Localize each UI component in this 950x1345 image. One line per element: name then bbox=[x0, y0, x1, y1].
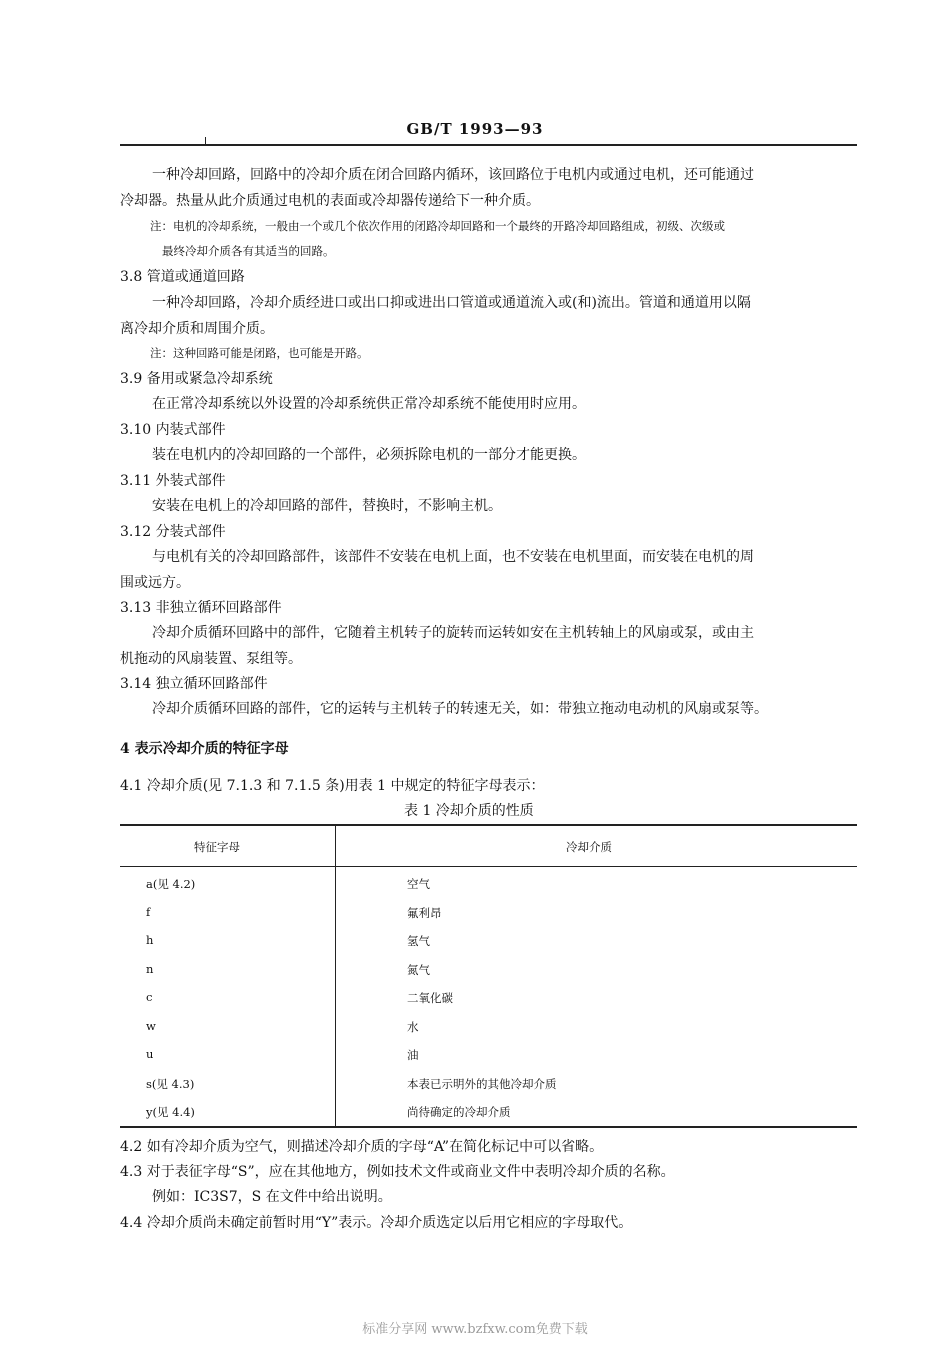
table-bottom-rule bbox=[120, 1126, 857, 1128]
paragraph-line: 围或远方。 bbox=[120, 575, 190, 591]
page-header: GB/T 1993—93 bbox=[406, 120, 544, 138]
table-column-rule bbox=[335, 825, 336, 1127]
section-3-10-title: 3.10 内装式部件 bbox=[120, 422, 226, 438]
table-header-rule bbox=[120, 866, 857, 867]
table-top-rule bbox=[120, 824, 857, 826]
section-4-4: 4.4 冷却介质尚未确定前暂时用“Y”表示。冷却介质选定以后用它相应的字母取代。 bbox=[120, 1215, 633, 1231]
table-cell-medium: 氟利昂 bbox=[407, 906, 442, 920]
header-tick bbox=[205, 137, 206, 145]
table-cell-letter: s(见 4.3) bbox=[146, 1077, 195, 1091]
paragraph-line: 在正常冷却系统以外设置的冷却系统供正常冷却系统不能使用时应用。 bbox=[152, 396, 586, 412]
paragraph-line: 冷却介质循环回路的部件，它的运转与主机转子的转速无关，如：带独立拖动电动机的风扇或泵等。 bbox=[152, 701, 768, 717]
table-cell-letter: n bbox=[146, 962, 154, 976]
table-cell-letter: w bbox=[146, 1019, 156, 1033]
table-cell-medium: 氮气 bbox=[407, 963, 430, 977]
table-cell-medium: 氢气 bbox=[407, 934, 430, 948]
table-cell-letter: c bbox=[146, 990, 153, 1004]
table-caption: 表 1 冷却介质的性质 bbox=[404, 803, 534, 819]
note-line: 注：电机的冷却系统，一般由一个或几个依次作用的闭路冷却回路和一个最终的开路冷却回路组成，初级、次级或 bbox=[150, 219, 725, 233]
section-3-11-title: 3.11 外装式部件 bbox=[120, 473, 226, 489]
section-3-12-title: 3.12 分装式部件 bbox=[120, 524, 226, 540]
table-cell-letter: f bbox=[146, 905, 151, 919]
paragraph-line: 离冷却介质和周围介质。 bbox=[120, 321, 274, 337]
table-cell-medium: 尚待确定的冷却介质 bbox=[407, 1105, 511, 1119]
table-header-cell: 特征字母 bbox=[194, 840, 240, 854]
table-cell-medium: 油 bbox=[407, 1048, 419, 1062]
paragraph-line: 一种冷却回路，冷却介质经进口或出口抑或进出口管道或通道流入或(和)流出。管道和通道用以隔 bbox=[152, 295, 751, 311]
paragraph-line: 安装在电机上的冷却回路的部件，替换时，不影响主机。 bbox=[152, 498, 502, 514]
table-cell-medium: 水 bbox=[407, 1020, 419, 1034]
note-line: 注：这种回路可能是闭路，也可能是开路。 bbox=[150, 346, 369, 360]
section-4-1: 4.1 冷却介质(见 7.1.3 和 7.1.5 条)用表 1 中规定的特征字母表示： bbox=[120, 778, 545, 794]
section-3-8-title: 3.8 管道或通道回路 bbox=[120, 269, 245, 285]
header-rule bbox=[120, 144, 857, 146]
chapter-4-heading: 4 表示冷却介质的特征字母 bbox=[120, 741, 289, 757]
section-4-2: 4.2 如有冷却介质为空气，则描述冷却介质的字母“A”在简化标记中可以省略。 bbox=[120, 1139, 604, 1155]
paragraph-line: 冷却器。热量从此介质通过电机的表面或冷却器传递给下一种介质。 bbox=[120, 193, 540, 209]
note-line: 最终冷却介质各有其适当的回路。 bbox=[162, 244, 335, 258]
table-cell-medium: 本表已示明外的其他冷却介质 bbox=[407, 1077, 557, 1091]
table-header-cell: 冷却介质 bbox=[566, 840, 612, 854]
section-3-13-title: 3.13 非独立循环回路部件 bbox=[120, 600, 282, 616]
paragraph-line: 与电机有关的冷却回路部件，该部件不安装在电机上面，也不安装在电机里面，而安装在电机的周 bbox=[152, 549, 754, 565]
table-cell-medium: 空气 bbox=[407, 877, 430, 891]
section-3-14-title: 3.14 独立循环回路部件 bbox=[120, 676, 268, 692]
section-3-9-title: 3.9 备用或紧急冷却系统 bbox=[120, 371, 273, 387]
table-cell-letter: u bbox=[146, 1047, 154, 1061]
paragraph-line: 一种冷却回路，回路中的冷却介质在闭合回路内循环，该回路位于电机内或通过电机，还可能通过 bbox=[152, 167, 754, 183]
table-cell-letter: y(见 4.4) bbox=[146, 1105, 195, 1119]
table-cell-letter: a(见 4.2) bbox=[146, 877, 196, 891]
footer-watermark: 标准分享网 www.bzfxw.com免费下载 bbox=[362, 1322, 588, 1337]
paragraph-line: 冷却介质循环回路中的部件，它随着主机转子的旋转而运转如安在主机转轴上的风扇或泵，或由主 bbox=[152, 625, 754, 641]
table-cell-medium: 二氧化碳 bbox=[407, 991, 453, 1005]
paragraph-line: 装在电机内的冷却回路的一个部件，必须拆除电机的一部分才能更换。 bbox=[152, 447, 586, 463]
paragraph-line: 机拖动的风扇装置、泵组等。 bbox=[120, 651, 302, 667]
section-4-3: 4.3 对于表征字母“S”，应在其他地方，例如技术文件或商业文件中表明冷却介质的名称。 bbox=[120, 1164, 675, 1180]
example-line: 例如：IC3S7，S 在文件中给出说明。 bbox=[152, 1189, 392, 1205]
table-cell-letter: h bbox=[146, 933, 154, 947]
